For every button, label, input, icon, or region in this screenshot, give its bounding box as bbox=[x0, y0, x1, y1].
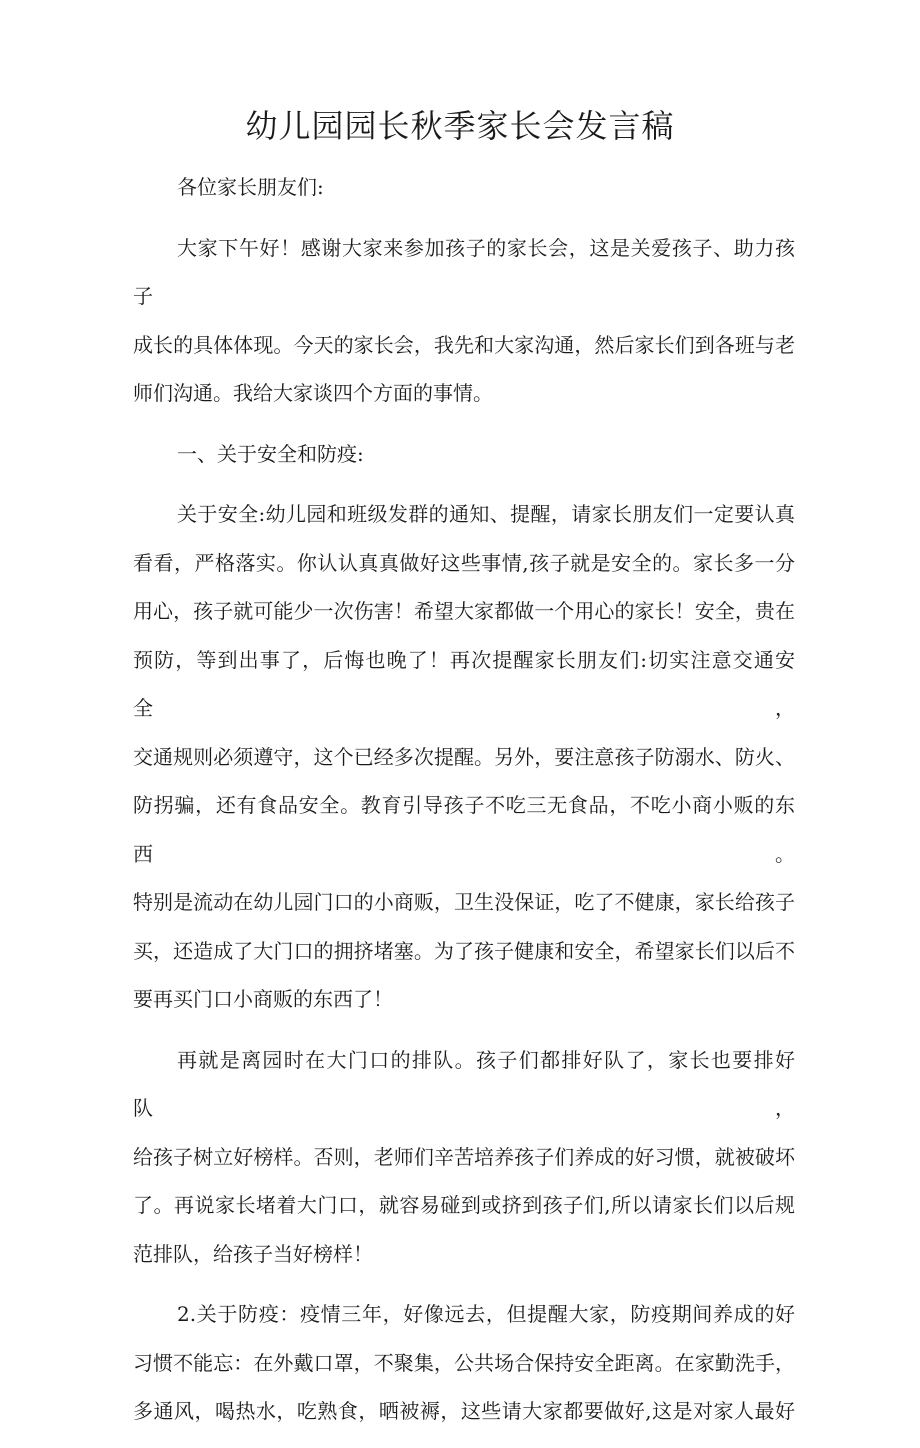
paragraph-line: 再就是离园时在大门口的排队。孩子们都排好队了，家长也要排好队， bbox=[133, 1047, 795, 1120]
paragraph-line: 看看，严格落实。你认认真真做好这些事情,孩子就是安全的。家长多一分 bbox=[133, 550, 795, 575]
paragraph-line: 师们沟通。我给大家谈四个方面的事情。 bbox=[133, 381, 493, 405]
paragraph-line: 范排队，给孩子当好榜样！ bbox=[133, 1241, 373, 1266]
paragraph-epidemic bbox=[133, 1290, 795, 1436]
section-heading-safety: 一、关于安全和防疫: bbox=[177, 441, 364, 466]
salutation: 各位家长朋友们: bbox=[177, 175, 324, 199]
paragraph-line: 预防，等到出事了，后悔也晚了！再次提醒家长朋友们:切实注意交通安全， bbox=[133, 647, 795, 720]
paragraph-line: 大家下午好！感谢大家来参加孩子的家长会，这是关爱孩子、助力孩子 bbox=[133, 235, 795, 308]
paragraph-line: 成长的具体体现。今天的家长会，我先和大家沟通，然后家长们到各班与老 bbox=[133, 332, 795, 357]
document-body bbox=[133, 163, 795, 1448]
paragraph-line: 多通风，喝热水，吃熟食，晒被褥，这些请大家都要做好,这是对家人最好 bbox=[133, 1399, 795, 1423]
paragraph-safety bbox=[133, 490, 795, 1024]
paragraph-line: 了。再说家长堵着大门口，就容易碰到或挤到孩子们,所以请家长们以后规 bbox=[133, 1193, 795, 1217]
paragraph-line: 特别是流动在幼儿园门口的小商贩，卫生没保证，吃了不健康，家长给孩子 bbox=[133, 890, 795, 914]
paragraph-greeting bbox=[133, 224, 795, 418]
paragraph-queue bbox=[133, 1036, 795, 1279]
paragraph-line: 2.关于防疫：疫情三年，好像远去，但提醒大家，防疫期间养成的好 bbox=[177, 1302, 795, 1326]
paragraph-line: 交通规则必须遵守，这个已经多次提醒。另外，要注意孩子防溺水、防火、 bbox=[133, 744, 795, 769]
paragraph-line: 要再买门口小商贩的东西了！ bbox=[133, 987, 393, 1011]
document-title: 幼儿园园长秋季家长会发言稿 bbox=[245, 107, 675, 145]
paragraph-line: 防拐骗，还有食品安全。教育引导孩子不吃三无食品，不吃小商小贩的东西。 bbox=[133, 793, 795, 866]
paragraph-line: 给孩子树立好榜样。否则，老师们辛苦培养孩子们养成的好习惯，就被破坏 bbox=[133, 1144, 795, 1169]
paragraph-line: 用心，孩子就可能少一次伤害！希望大家都做一个用心的家长！安全，贵在 bbox=[133, 599, 795, 623]
paragraph-line: 习惯不能忘：在外戴口罩，不聚集，公共场合保持安全距离。在家勤洗手， bbox=[133, 1350, 795, 1375]
paragraph-line: 买，还造成了大门口的拥挤堵塞。为了孩子健康和安全，希望家长们以后不 bbox=[133, 938, 795, 963]
paragraph-line: 关于安全:幼儿园和班级发群的通知、提醒，请家长朋友们一定要认真 bbox=[177, 502, 795, 526]
